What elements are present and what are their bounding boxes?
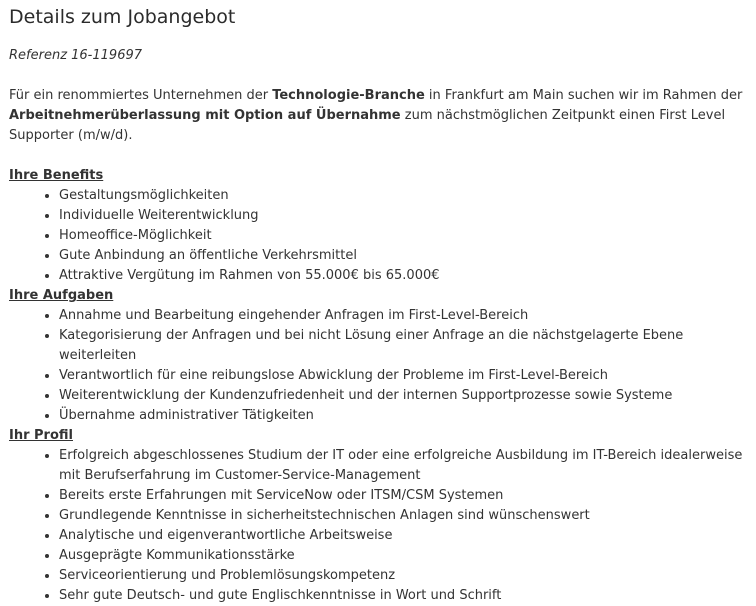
list-item: • Kategorisierung der Anfragen und bei nicht Lösung einer Anfrage an die nächstgelagerte Ebene weiterleiten bbox=[59, 326, 747, 366]
list-item: • Annahme und Bearbeitung eingehender Anfragen im First-Level-Bereich bbox=[59, 306, 747, 326]
section-tasks bbox=[9, 286, 747, 426]
reference-number: Referenz 16-119697 bbox=[9, 48, 143, 63]
list-item: • Erfolgreich abgeschlossenes Studium der IT oder eine erfolgreiche Ausbildung im IT-Bereich idealerweise mit Berufserfahrung im Customer-Service-Management bbox=[59, 446, 747, 486]
intro-text: zum nächstmöglichen Zeitpunkt einen First Level Supporter (m/w/d). bbox=[9, 108, 726, 143]
section-heading-benefits: Ihre Benefits bbox=[9, 168, 104, 183]
intro-text: in Frankfurt am Main suchen wir im Rahmen der bbox=[424, 88, 743, 103]
list-item: • Verantwortlich für eine reibungslose Abwicklung der Probleme im First-Level-Bereich bbox=[59, 366, 747, 386]
list-item: • Gestaltungsmöglichkeiten bbox=[59, 186, 747, 206]
section-benefits bbox=[9, 166, 747, 286]
page-title: Details zum Jobangebot bbox=[9, 6, 236, 28]
section-profile bbox=[9, 426, 747, 606]
list-item: • Gute Anbindung an öffentliche Verkehrsmittel bbox=[59, 246, 747, 266]
list-item: • Sehr gute Deutsch- und gute Englischkenntnisse in Wort und Schrift bbox=[59, 586, 747, 606]
list-item: • Grundlegende Kenntnisse in sicherheitstechnischen Anlagen sind wünschenswert bbox=[59, 506, 747, 526]
list-item: • Attraktive Vergütung im Rahmen von 55.000€ bis 65.000€ bbox=[59, 266, 747, 286]
intro-contract-type: Arbeitnehmerüberlassung mit Option auf Übernahme bbox=[9, 108, 401, 123]
tasks-list bbox=[9, 306, 747, 426]
list-item: • Homeoffice-Möglichkeit bbox=[59, 226, 747, 246]
profile-list bbox=[9, 446, 747, 606]
list-item: • Ausgeprägte Kommunikationsstärke bbox=[59, 546, 747, 566]
list-item: • Bereits erste Erfahrungen mit ServiceNow oder ITSM/CSM Systemen bbox=[59, 486, 747, 506]
section-heading-profile: Ihr Profil bbox=[9, 428, 73, 443]
list-item: • Individuelle Weiterentwicklung bbox=[59, 206, 747, 226]
list-item: • Weiterentwicklung der Kundenzufriedenheit und der internen Supportprozesse sowie Systeme bbox=[59, 386, 747, 406]
list-item: • Serviceorientierung und Problemlösungskompetenz bbox=[59, 566, 747, 586]
section-heading-tasks: Ihre Aufgaben bbox=[9, 288, 114, 303]
intro-text: Für ein renommiertes Unternehmen der bbox=[9, 88, 273, 103]
intro-paragraph bbox=[9, 86, 747, 146]
list-item: • Analytische und eigenverantwortliche Arbeitsweise bbox=[59, 526, 747, 546]
list-item: • Übernahme administrativer Tätigkeiten bbox=[59, 406, 747, 426]
benefits-list bbox=[9, 186, 747, 286]
intro-industry: Technologie-Branche bbox=[272, 88, 425, 103]
